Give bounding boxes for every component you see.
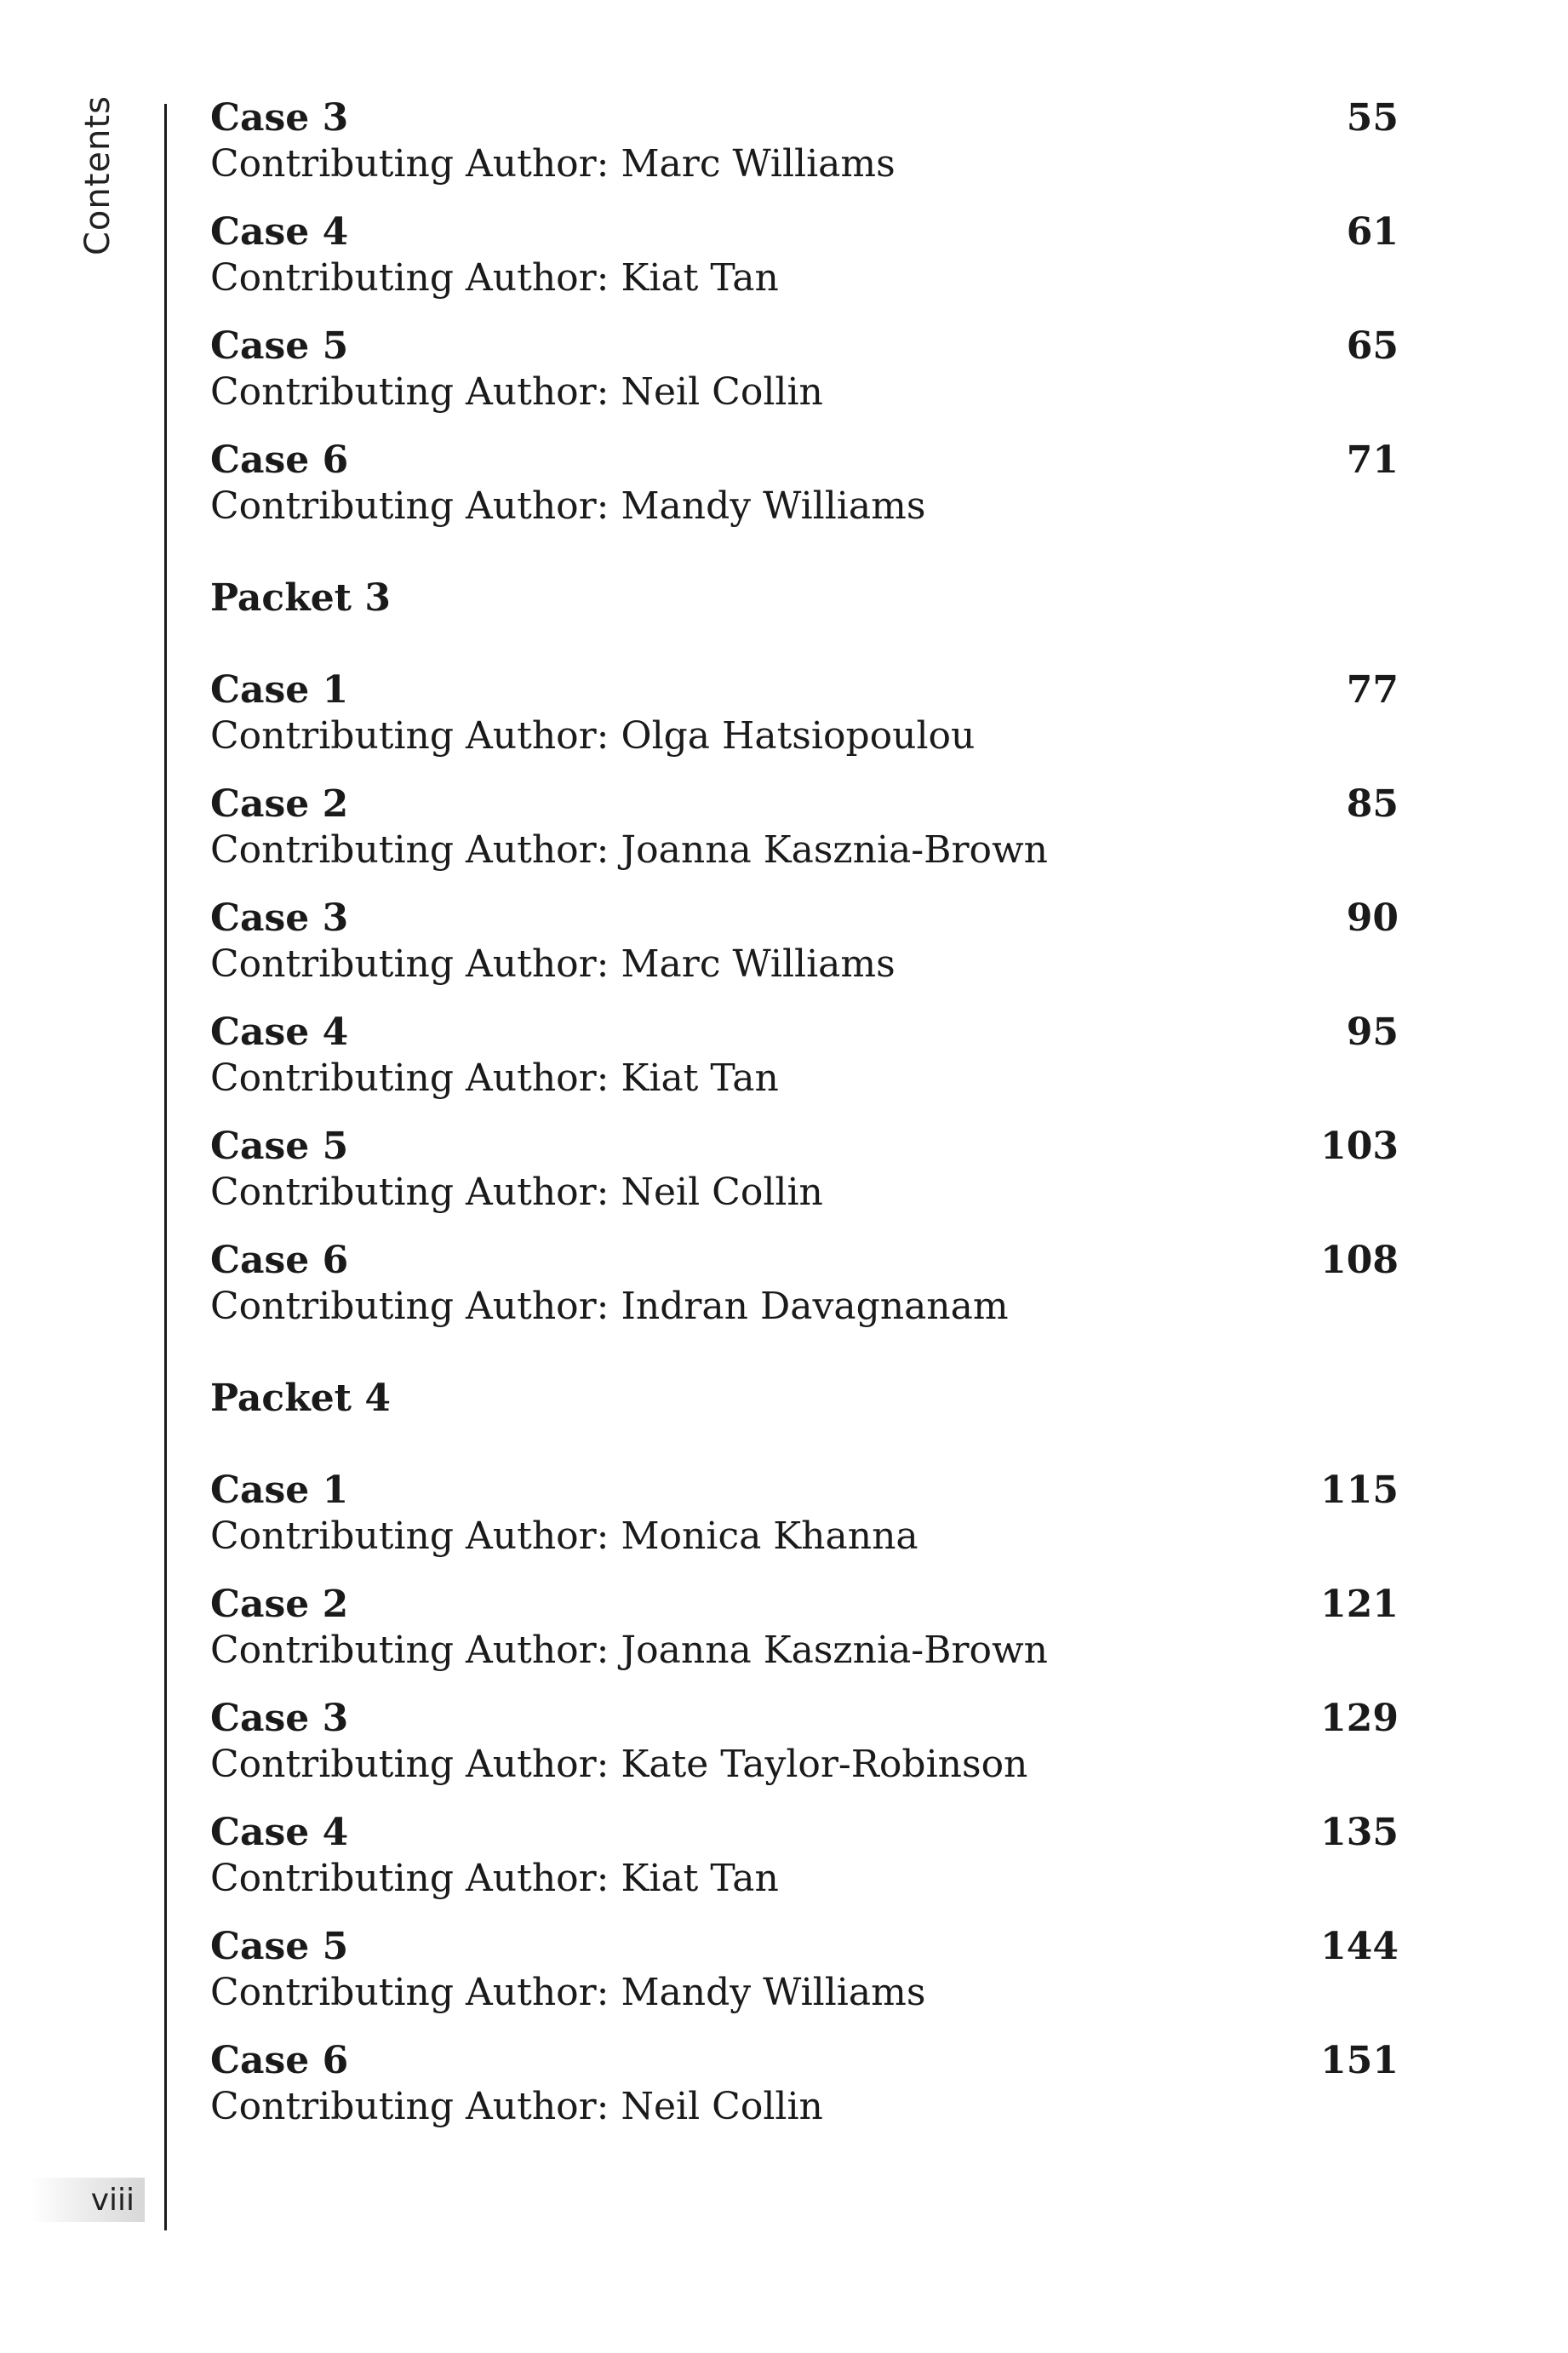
toc-entry[interactable]	[210, 209, 1399, 323]
running-head-label: Contents	[78, 95, 117, 255]
page-ref: 121	[1320, 1583, 1399, 1626]
contributing-author: Contributing Author: Kate Taylor-Robinson	[210, 1743, 1028, 1786]
toc-entry[interactable]	[210, 1810, 1399, 1924]
contributing-author: Contributing Author: Kiat Tan	[210, 1857, 779, 1900]
page-folio	[31, 2178, 145, 2222]
case-title: Case 5	[210, 324, 349, 368]
case-title: Case 2	[210, 782, 349, 826]
page-ref: 85	[1346, 782, 1399, 826]
contributing-author: Contributing Author: Monica Khanna	[210, 1514, 918, 1558]
contributing-author: Contributing Author: Joanna Kasznia-Brown	[210, 828, 1048, 872]
page-ref: 108	[1320, 1239, 1399, 1282]
toc-entry[interactable]	[210, 323, 1399, 438]
case-title: Case 1	[210, 1468, 349, 1512]
page-ref: 144	[1320, 1925, 1399, 1968]
page-ref: 90	[1346, 896, 1399, 940]
page-ref: 71	[1346, 438, 1399, 482]
packet-heading	[210, 1376, 1399, 1468]
page-ref: 95	[1346, 1010, 1399, 1054]
contributing-author: Contributing Author: Mandy Williams	[210, 1971, 926, 2014]
page-ref: 55	[1346, 96, 1399, 140]
case-title: Case 4	[210, 1811, 349, 1854]
toc-entry[interactable]	[210, 438, 1399, 552]
case-title: Case 5	[210, 1125, 349, 1168]
toc-entry[interactable]	[210, 1468, 1399, 1582]
contributing-author: Contributing Author: Neil Collin	[210, 2085, 823, 2128]
case-title: Case 6	[210, 1239, 349, 1282]
case-title: Case 6	[210, 438, 349, 482]
contributing-author: Contributing Author: Kiat Tan	[210, 1056, 779, 1100]
section-gap	[210, 552, 1399, 575]
page-ref: 151	[1320, 2039, 1399, 2082]
page-ref: 65	[1346, 324, 1399, 368]
packet-title: Packet 4	[210, 1377, 391, 1420]
case-title: Case 6	[210, 2039, 349, 2082]
toc-entry[interactable]	[210, 1124, 1399, 1238]
contributing-author: Contributing Author: Neil Collin	[210, 1171, 823, 1214]
case-title: Case 2	[210, 1583, 349, 1626]
contributing-author: Contributing Author: Neil Collin	[210, 370, 823, 414]
toc-entry[interactable]	[210, 2038, 1399, 2152]
contributing-author: Contributing Author: Marc Williams	[210, 942, 896, 986]
page-ref: 61	[1346, 210, 1399, 254]
toc-entry[interactable]	[210, 1696, 1399, 1810]
section-gap	[210, 1352, 1399, 1376]
case-title: Case 5	[210, 1925, 349, 1968]
page-ref: 77	[1346, 668, 1399, 712]
table-of-contents	[210, 95, 1399, 2152]
case-title: Case 4	[210, 1010, 349, 1054]
page-ref: 103	[1320, 1125, 1399, 1168]
contributing-author: Contributing Author: Marc Williams	[210, 142, 896, 186]
case-title: Case 3	[210, 896, 349, 940]
page-number: viii	[90, 2183, 134, 2218]
toc-entry[interactable]	[210, 896, 1399, 1010]
contributing-author: Contributing Author: Olga Hatsiopoulou	[210, 714, 976, 758]
vertical-rule	[164, 104, 167, 2230]
contributing-author: Contributing Author: Kiat Tan	[210, 256, 779, 300]
packet-title: Packet 3	[210, 576, 391, 620]
contributing-author: Contributing Author: Joanna Kasznia-Brown	[210, 1629, 1048, 1672]
contributing-author: Contributing Author: Mandy Williams	[210, 484, 926, 528]
toc-entry[interactable]	[210, 667, 1399, 781]
case-title: Case 3	[210, 96, 349, 140]
page-ref: 129	[1320, 1697, 1399, 1740]
toc-entry[interactable]	[210, 1924, 1399, 2038]
toc-entry[interactable]	[210, 1238, 1399, 1352]
packet-heading	[210, 575, 1399, 667]
case-title: Case 3	[210, 1697, 349, 1740]
case-title: Case 1	[210, 668, 349, 712]
toc-entry[interactable]	[210, 1582, 1399, 1696]
toc-entry[interactable]	[210, 95, 1399, 209]
case-title: Case 4	[210, 210, 349, 254]
toc-entry[interactable]	[210, 781, 1399, 896]
page-ref: 115	[1320, 1468, 1399, 1512]
toc-entry[interactable]	[210, 1010, 1399, 1124]
page-ref: 135	[1320, 1811, 1399, 1854]
contributing-author: Contributing Author: Indran Davagnanam	[210, 1285, 1009, 1328]
